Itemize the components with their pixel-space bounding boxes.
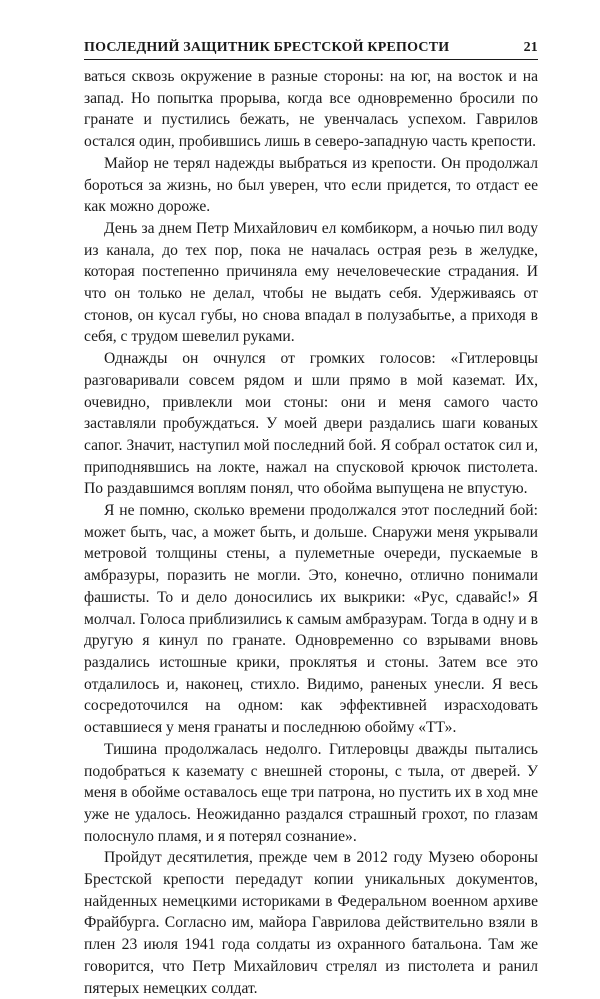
- paragraph-3: День за днем Петр Михайлович ел комбикорм, а ночью пил воду из канала, до тех пор, пока не началась острая резь в желудке, которая постепенно причиняла ему нечеловеческие страдания. И что он только не делал, чтобы не выдать себя. Удерживаясь от стонов, он кусал губы, но снова впадал в полузабытье, а приходя в себя, с трудом шевелил руками.: [84, 219, 538, 346]
- paragraph-2: Майор не терял надежды выбраться из крепости. Он продолжал бороться за жизнь, но был уверен, что если придется, то отдаст ее как можно дороже.: [84, 154, 538, 216]
- paragraph-1: ваться сквозь окружение в разные стороны: на юг, на восток и на запад. Но попытка прорыва, когда все одновременно бросили по гранате и пустились бежать, не увенчалась успехом. Гаврилов остался один, пробившись лишь в северо-западную часть крепости.: [84, 68, 538, 151]
- paragraph-4: Однажды он очнулся от громких голосов: «Гитлеровцы разговаривали совсем рядом и шли прямо в мой каземат. Их, очевидно, привлекли мои стоны: они и меня самого часто заставляли пробуждаться. У моей двери раздались шаги кованых сапог. Значит, наступил мой последний бой. Я собрал остаток сил и, приподнявшись на локте, нажал на спусковой крючок пистолета. По раздавшимся воплям понял, что обойма выпущена не впустую.: [84, 350, 538, 498]
- page-number: 21: [523, 40, 538, 55]
- paragraph-5: Я не помню, сколько времени продолжался этот последний бой: может быть, час, а может быть, и дольше. Снаружи меня укрывали метровой толщины стены, а пулеметные очереди, пускаемые в амбразуры, поразить не могли. Это, конечно, отлично понимали фашисты. То и дело доносились их выкрики: «Рус, сдавайс!» Я молчал. Голоса приблизились к самым амбразурам. Тогда в одну и в другую я кинул по гранате. Одновременно со взрывами вновь раздались истошные крики, проклятья и стоны. Затем все это отдалилось и, наконец, стихло. Видимо, раненых унесли. Я весь сосредоточился на одном: как эффективней израсходовать оставшиеся у меня гранаты и последнюю обойму «ТТ».: [84, 502, 538, 737]
- running-header-title: ПОСЛЕДНИЙ ЗАЩИТНИК БРЕСТСКОЙ КРЕПОСТИ: [84, 40, 450, 55]
- body-text: [84, 66, 538, 999]
- paragraph-7: Пройдут десятилетия, прежде чем в 2012 году Музею обороны Брестской крепости передадут копии уникальных документов, найденных немецкими историками в Федеральном военном архиве Фрайбурга. Согласно им, майора Гаврилова действительно взяли в плен 23 июля 1941 года солдаты из охранного батальона. Там же говорится, что Петр Михайлович стрелял из пистолета и ранил пятерых немецких солдат.: [84, 849, 538, 997]
- book-page: [84, 40, 538, 999]
- running-header: [84, 40, 538, 60]
- paragraph-6: Тишина продолжалась недолго. Гитлеровцы дважды пытались подобраться к каземату с внешней стороны, с тыла, от дверей. У меня в обойме оставалось еще три патрона, но пустить их в ход мне уже не удалось. Неожиданно раздался страшный грохот, по глазам полоснуло пламя, и я потерял сознание».: [84, 740, 538, 845]
